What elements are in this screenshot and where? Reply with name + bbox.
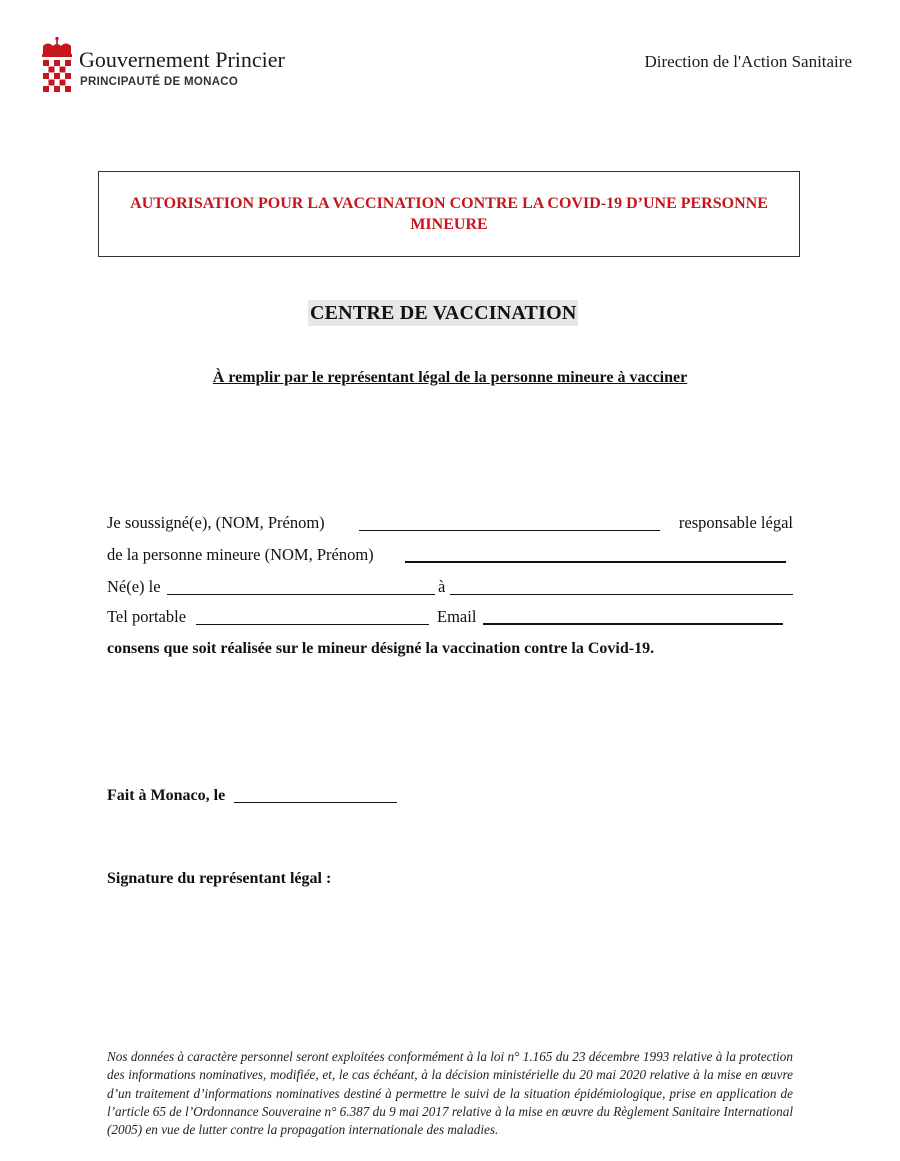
consent-statement: consens que soit réalisée sur le mineur désigné la vaccination contre la Covid-19. — [107, 640, 655, 657]
birth-date-label: Né(e) le — [107, 577, 161, 596]
date-field[interactable] — [234, 802, 397, 803]
birth-place-label: à — [438, 577, 446, 596]
form-line-guardian — [107, 512, 793, 534]
place-date-label: Fait à Monaco, le — [107, 787, 226, 804]
phone-label: Tel portable — [107, 607, 187, 626]
email-field[interactable] — [483, 623, 783, 625]
email-label: Email — [437, 607, 477, 626]
birth-date-field[interactable] — [167, 594, 435, 595]
signature-label: Signature du représentant légal : — [107, 870, 332, 887]
centre-heading: CENTRE DE VACCINATION — [310, 302, 577, 324]
phone-field[interactable] — [196, 624, 429, 625]
place-date-line — [107, 785, 397, 807]
guardian-role-label: responsable légal — [678, 513, 793, 532]
document-title: AUTORISATION POUR LA VACCINATION CONTRE LA COVID-19 D’UNE PERSONNE MINEURE — [130, 195, 768, 233]
form-line-minor — [107, 544, 793, 566]
form-line-birth — [107, 576, 793, 598]
birth-place-field[interactable] — [450, 594, 793, 595]
document-title-box — [98, 171, 800, 257]
form-line-contact — [107, 606, 793, 628]
minor-name-field[interactable] — [405, 561, 786, 563]
instruction-text: À remplir par le représentant légal de la personne mineure à vacciner — [212, 369, 688, 386]
minor-name-label: de la personne mineure (NOM, Prénom) — [107, 545, 374, 564]
government-subtitle: PRINCIPAUTÉ DE MONACO — [80, 76, 239, 88]
guardian-name-label: Je soussigné(e), (NOM, Prénom) — [107, 513, 325, 532]
monaco-crown-logo — [40, 37, 74, 95]
guardian-name-field[interactable] — [359, 530, 660, 531]
government-name: Gouvernement Princier — [79, 47, 285, 72]
privacy-disclaimer: Nos données à caractère personnel seront exploitées conformément à la loi n° 1.165 du 23 décembre 1993 relative à la protection des informations nominatives, modifiée, et, le cas échéant, à la décision ministérielle du 20 mai 2020 relative à la mise en œuvre d’un traitement d’informations nominatives destiné à permettre le suivi de la situation épidémiologique, prise en application de l’article 65 de l’Ordonnance Souveraine n° 6.387 du 9 mai 2017 relative à la mise en œuvre du Règlement Sanitaire International (2005) en vue de lutter contre la propagation internationale des maladies. — [107, 1049, 793, 1138]
department-name: Direction de l'Action Sanitaire — [644, 52, 852, 71]
